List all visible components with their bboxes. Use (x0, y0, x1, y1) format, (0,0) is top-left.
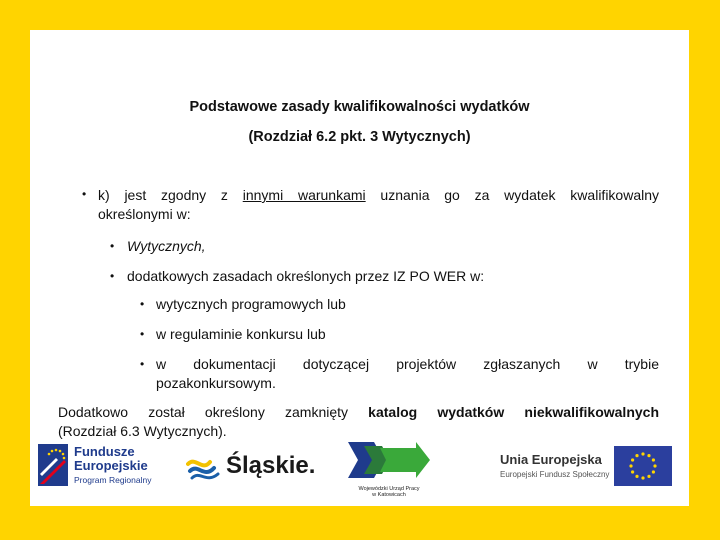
bullet-k-line1 (98, 186, 659, 205)
bullet-dot: • (82, 187, 87, 201)
fe-line1: Fundusze (74, 444, 135, 459)
wup-logo-text (336, 486, 442, 498)
slide (30, 30, 689, 506)
slide-title: Podstawowe zasady kwalifikowalności wydatków (189, 99, 530, 115)
ue-line1: Unia Europejska (500, 452, 602, 467)
wup-line1: Wojewódzki Urząd Pracy (358, 486, 420, 492)
fe-logo-text (74, 445, 151, 487)
slaskie-logo-text: Śląskie. (226, 452, 316, 479)
logos-strip (30, 430, 689, 500)
sub-sub-bullet-3-line1: w dokumentacji dotyczącej projektów zgłaszanych w trybie (156, 356, 659, 372)
bullet-k-underlined: innymi warunkami (242, 187, 366, 203)
footer-bold: katalog wydatków niekwalifikowalnych (368, 404, 659, 420)
wup-arrows-icon (346, 438, 432, 482)
bullet-k (98, 186, 659, 224)
bullet-dot: • (110, 269, 115, 283)
bullet-k-suffix: uznania go za wydatek kwalifikowalny (365, 187, 660, 203)
slide-subtitle: (Rozdział 6.2 pkt. 3 Wytycznych) (248, 129, 471, 145)
sub-sub-bullet-3-line2: pozakonkursowym. (156, 375, 276, 391)
fe-line2: Europejskie (74, 458, 148, 473)
ue-line2: Europejski Fundusz Społeczny (500, 470, 610, 479)
footer-line1 (58, 403, 659, 422)
sub-sub-bullet-2: w regulaminie konkursu lub (156, 326, 326, 342)
bullet-dot: • (140, 297, 145, 311)
sub-sub-bullet-3 (156, 355, 659, 393)
bullet-k-prefix: k) jest zgodny z (98, 187, 243, 203)
eu-flag-icon (614, 446, 672, 486)
ue-logo-text (500, 452, 609, 482)
fe-emblem-icon (38, 444, 68, 486)
footer-prefix: Dodatkowo został określony zamknięty (58, 404, 369, 420)
sub-sub-bullet-1: wytycznych programowych lub (156, 296, 346, 312)
wup-line2: w Katowicach (372, 492, 406, 498)
sub-bullet-1: Wytycznych, (127, 238, 206, 254)
footer-line2: (Rozdział 6.3 Wytycznych). (58, 423, 227, 439)
sub-bullet-2: dodatkowych zasadach określonych przez IZ PO WER w: (127, 268, 485, 284)
fe-line3: Program Regionalny (74, 475, 152, 485)
bullet-k-line2: określonymi w: (98, 206, 191, 222)
bullet-dot: • (140, 357, 145, 371)
slaskie-waves-icon (186, 454, 222, 482)
bullet-dot: • (140, 327, 145, 341)
bullet-dot: • (110, 239, 115, 253)
